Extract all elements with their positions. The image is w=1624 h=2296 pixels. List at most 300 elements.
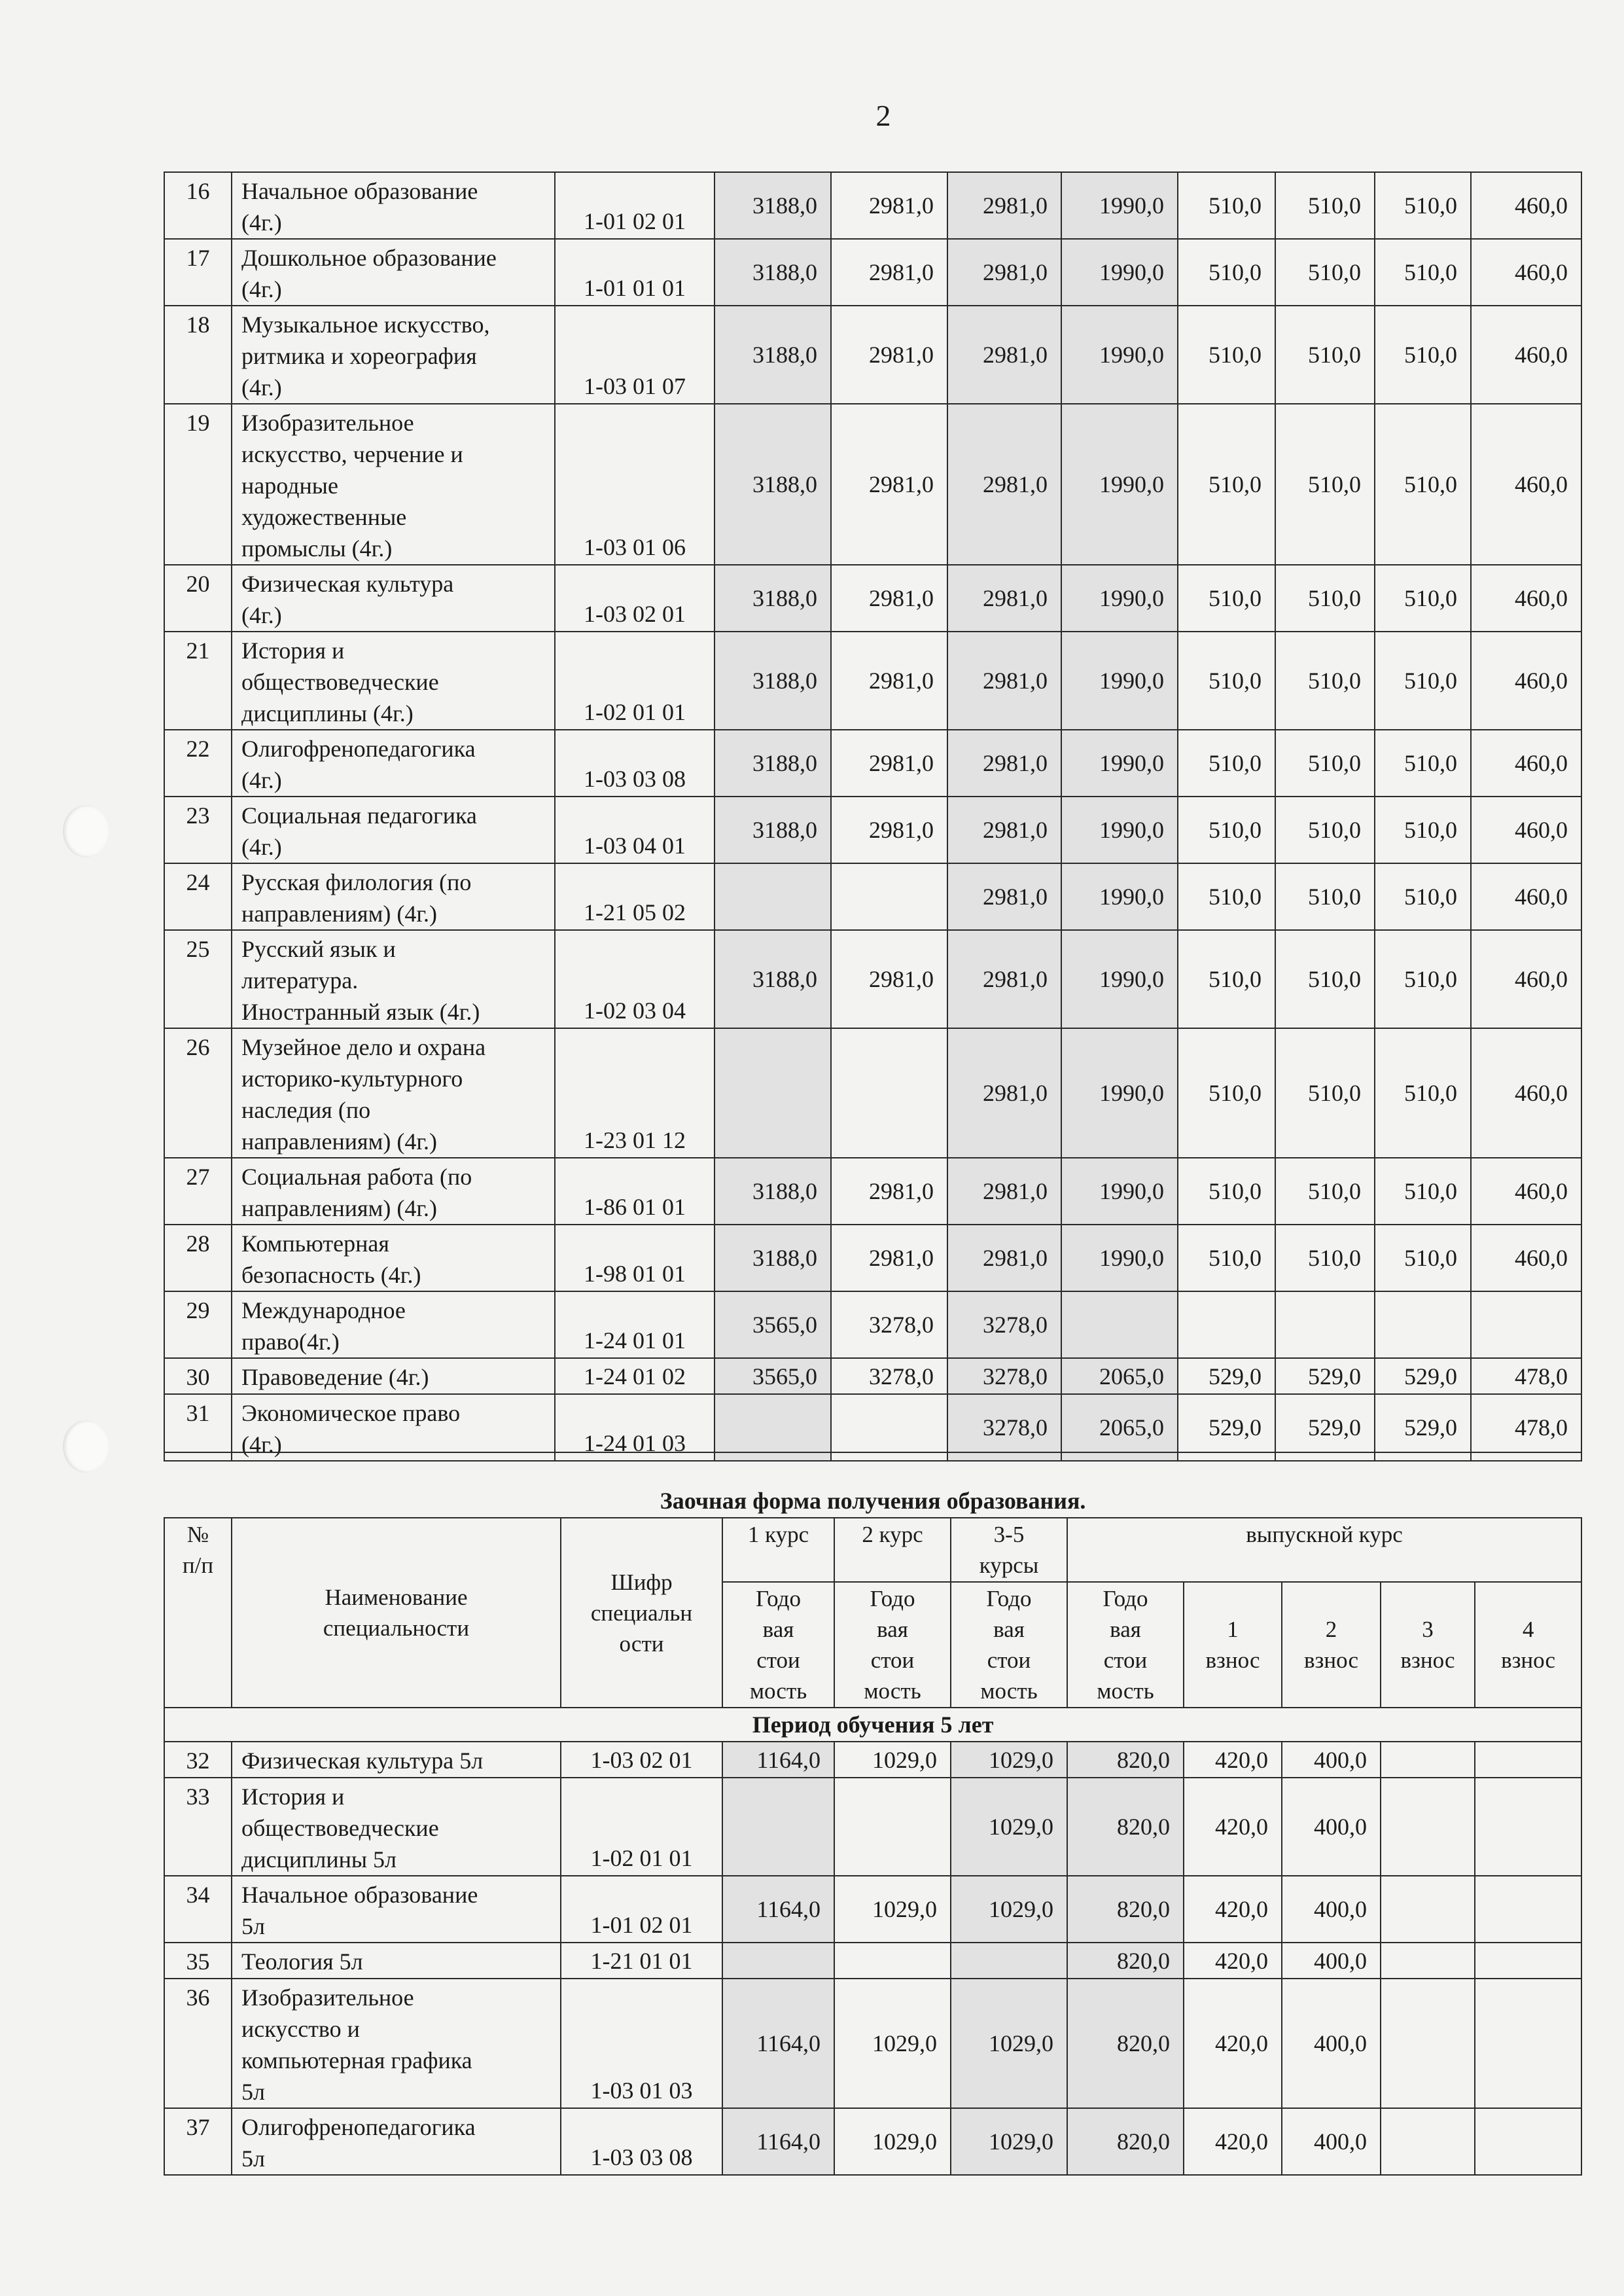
- tuition-value: 510,0: [1275, 404, 1375, 565]
- specialty-name-line: безопасность (4г.): [241, 1262, 421, 1288]
- specialty-code: 1-03 03 08: [555, 730, 715, 797]
- tuition-value: 1990,0: [1061, 404, 1178, 565]
- specialty-name-line: Дошкольное образование: [241, 245, 497, 271]
- specialty-name: [232, 1742, 561, 1778]
- row-number: 37: [164, 2108, 232, 2175]
- tuition-value: 1990,0: [1061, 797, 1178, 863]
- tuition-value: 510,0: [1375, 863, 1471, 930]
- specialty-name-line: ритмика и хореография: [241, 343, 477, 369]
- tuition-value: 400,0: [1282, 1742, 1381, 1778]
- table-row: [164, 404, 1581, 565]
- tuition-value: [1275, 1291, 1375, 1358]
- tuition-value: 510,0: [1275, 730, 1375, 797]
- tuition-value: 510,0: [1375, 239, 1471, 306]
- tuition-value: 1990,0: [1061, 632, 1178, 730]
- specialty-name: [232, 1394, 555, 1461]
- specialty-name-line: 5л: [241, 2079, 265, 2105]
- specialty-name-line: (4г.): [241, 834, 282, 860]
- header-annual-cost-line: вая: [877, 1617, 908, 1642]
- header-annual-cost-line: Годо: [1103, 1586, 1148, 1611]
- table-row: [164, 172, 1581, 239]
- tuition-value: 529,0: [1178, 1358, 1275, 1394]
- header-annual-cost: [1067, 1582, 1184, 1708]
- tuition-value: 820,0: [1067, 1742, 1184, 1778]
- specialty-name-line: Музыкальное искусство,: [241, 312, 490, 338]
- tuition-value: [831, 1394, 947, 1461]
- tuition-value: 420,0: [1184, 2108, 1282, 2175]
- header-annual-cost-line: мость: [1097, 1678, 1154, 1704]
- tuition-value: 510,0: [1275, 930, 1375, 1028]
- tuition-value: 460,0: [1471, 404, 1581, 565]
- tuition-value: 1029,0: [951, 2108, 1067, 2175]
- table-row: [164, 797, 1581, 863]
- specialty-name-line: Физическая культура 5л: [241, 1748, 484, 1774]
- tuition-value: 420,0: [1184, 1876, 1282, 1943]
- tuition-value: 3188,0: [715, 632, 831, 730]
- tuition-value: 1164,0: [722, 1876, 834, 1943]
- table-row: [164, 306, 1581, 404]
- row-number: 27: [164, 1158, 232, 1225]
- tuition-value: 1990,0: [1061, 930, 1178, 1028]
- tuition-value: 2981,0: [947, 404, 1061, 565]
- tuition-value: 478,0: [1471, 1394, 1581, 1461]
- specialty-name-line: дисциплины 5л: [241, 1846, 397, 1873]
- tuition-value: [715, 863, 831, 930]
- specialty-name-line: Компьютерная: [241, 1230, 389, 1257]
- row-number: 29: [164, 1291, 232, 1358]
- tuition-value: 2981,0: [831, 1225, 947, 1291]
- tuition-value: [1061, 1291, 1178, 1358]
- header-annual-cost-line: Годо: [986, 1586, 1032, 1611]
- specialty-name-line: Начальное образование: [241, 178, 478, 204]
- tuition-value: 1029,0: [834, 1979, 951, 2108]
- specialty-name-line: (4г.): [241, 374, 282, 401]
- header-annual-cost-line: стои: [756, 1647, 800, 1673]
- header-installment-line: взнос: [1205, 1647, 1260, 1673]
- tuition-value: 510,0: [1375, 172, 1471, 239]
- specialty-code: 1-01 02 01: [555, 172, 715, 239]
- header-annual-cost-line: вая: [1110, 1617, 1141, 1642]
- tuition-value: 2981,0: [947, 797, 1061, 863]
- tuition-value: 3188,0: [715, 404, 831, 565]
- tuition-value: [1475, 1943, 1581, 1979]
- table-row: [164, 863, 1581, 930]
- tuition-value: 2981,0: [947, 930, 1061, 1028]
- tuition-value: 510,0: [1178, 730, 1275, 797]
- tuition-value: [715, 1394, 831, 1461]
- tuition-value: 510,0: [1178, 863, 1275, 930]
- specialty-code: 1-01 01 01: [555, 239, 715, 306]
- tuition-value: 510,0: [1178, 632, 1275, 730]
- specialty-code: 1-24 01 01: [555, 1291, 715, 1358]
- specialty-code: 1-21 05 02: [555, 863, 715, 930]
- table-row: [164, 1291, 1581, 1358]
- header-annual-cost-line: стои: [987, 1647, 1031, 1673]
- tuition-value: 1029,0: [834, 1876, 951, 1943]
- punch-hole-bottom: [63, 1420, 109, 1473]
- header-course-1: 1 курс: [722, 1518, 834, 1582]
- punch-hole-top: [63, 805, 109, 857]
- tuition-value: 529,0: [1275, 1394, 1375, 1461]
- tuition-value: 1029,0: [951, 1876, 1067, 1943]
- tuition-value: 510,0: [1375, 1028, 1471, 1158]
- specialty-name-line: направлениям) (4г.): [241, 1195, 438, 1221]
- specialty-name: [232, 1876, 561, 1943]
- tuition-value: 420,0: [1184, 1943, 1282, 1979]
- tuition-value: 460,0: [1471, 1028, 1581, 1158]
- tuition-value: 2981,0: [947, 306, 1061, 404]
- tuition-value: 400,0: [1282, 1876, 1381, 1943]
- tuition-value: 400,0: [1282, 1979, 1381, 2108]
- specialty-name-line: наследия (по: [241, 1097, 371, 1123]
- tuition-value: 510,0: [1178, 930, 1275, 1028]
- tuition-value: 2065,0: [1061, 1394, 1178, 1461]
- specialty-code: 1-03 02 01: [561, 1742, 722, 1778]
- row-number: 22: [164, 730, 232, 797]
- specialty-name-line: Международное: [241, 1297, 406, 1323]
- tuition-value: 2981,0: [831, 306, 947, 404]
- tuition-value: 510,0: [1178, 1028, 1275, 1158]
- specialty-name: [232, 930, 555, 1028]
- header-installment-4: [1475, 1582, 1581, 1708]
- tuition-value: 400,0: [1282, 1943, 1381, 1979]
- tuition-value: 2981,0: [831, 730, 947, 797]
- tuition-value: 3188,0: [715, 565, 831, 632]
- tuition-value: 510,0: [1178, 404, 1275, 565]
- specialty-name-line: Изобразительное: [241, 1984, 414, 2011]
- extramural-tuition-table: [164, 1452, 1582, 2176]
- tuition-value: 1990,0: [1061, 172, 1178, 239]
- specialty-name: [232, 1028, 555, 1158]
- tuition-value: 820,0: [1067, 1778, 1184, 1876]
- specialty-name: [232, 404, 555, 565]
- table-row: [164, 565, 1581, 632]
- specialty-code: 1-03 04 01: [555, 797, 715, 863]
- tuition-value: [831, 1028, 947, 1158]
- period-label: Период обучения 5 лет: [164, 1708, 1581, 1742]
- tuition-value: [1475, 1979, 1581, 2108]
- specialty-name: [232, 306, 555, 404]
- tuition-value: 510,0: [1375, 306, 1471, 404]
- specialty-code: 1-03 02 01: [555, 565, 715, 632]
- tuition-value: [1178, 1291, 1275, 1358]
- tuition-value: 529,0: [1375, 1394, 1471, 1461]
- specialty-name-line: Олигофренопедагогика: [241, 736, 476, 762]
- specialty-name: [232, 1979, 561, 2108]
- tuition-value: 420,0: [1184, 1742, 1282, 1778]
- tuition-value: 2981,0: [947, 632, 1061, 730]
- tuition-value: 529,0: [1178, 1394, 1275, 1461]
- tuition-value: 460,0: [1471, 565, 1581, 632]
- header-annual-cost-line: стои: [870, 1647, 915, 1673]
- row-number: 19: [164, 404, 232, 565]
- row-number: 31: [164, 1394, 232, 1461]
- specialty-name-line: (4г.): [241, 276, 282, 302]
- tuition-value: 3278,0: [947, 1358, 1061, 1394]
- specialty-code: 1-98 01 01: [555, 1225, 715, 1291]
- tuition-value: 3188,0: [715, 930, 831, 1028]
- specialty-name-line: Изобразительное: [241, 410, 414, 436]
- specialty-code: 1-23 01 12: [555, 1028, 715, 1158]
- header-course-2: 2 курс: [834, 1518, 951, 1582]
- tuition-value: 2981,0: [831, 565, 947, 632]
- header-installment-line: 1: [1227, 1617, 1239, 1642]
- tuition-value: 1029,0: [834, 2108, 951, 2175]
- specialty-name-line: обществоведческие: [241, 1815, 439, 1841]
- tuition-value: [1475, 1778, 1581, 1876]
- table-row: [164, 1358, 1581, 1394]
- tuition-value: 2981,0: [947, 863, 1061, 930]
- tuition-value: 529,0: [1275, 1358, 1375, 1394]
- specialty-name: [232, 172, 555, 239]
- tuition-value: [951, 1943, 1067, 1979]
- header-annual-cost-line: мость: [980, 1678, 1038, 1704]
- tuition-value: 3188,0: [715, 306, 831, 404]
- tuition-value: 2981,0: [831, 239, 947, 306]
- specialty-name-line: Правоведение (4г.): [241, 1364, 429, 1390]
- header-installment-1: [1184, 1582, 1282, 1708]
- tuition-value: [834, 1943, 951, 1979]
- tuition-value: 2981,0: [947, 1158, 1061, 1225]
- row-number: 35: [164, 1943, 232, 1979]
- tuition-value: 510,0: [1275, 306, 1375, 404]
- tuition-value: 1029,0: [951, 1742, 1067, 1778]
- header-annual-cost: [951, 1582, 1067, 1708]
- row-number: 17: [164, 239, 232, 306]
- tuition-value: 3278,0: [831, 1291, 947, 1358]
- tuition-value: 420,0: [1184, 1778, 1282, 1876]
- tuition-value: 2981,0: [947, 1225, 1061, 1291]
- tuition-value: 3188,0: [715, 730, 831, 797]
- row-number: 25: [164, 930, 232, 1028]
- tuition-value: 510,0: [1275, 239, 1375, 306]
- tuition-value: 510,0: [1375, 404, 1471, 565]
- tuition-value: [834, 1778, 951, 1876]
- tuition-value: 460,0: [1471, 863, 1581, 930]
- specialty-name-line: художественные: [241, 504, 407, 530]
- tuition-value: 460,0: [1471, 172, 1581, 239]
- tuition-value: 510,0: [1178, 172, 1275, 239]
- tuition-value: 510,0: [1275, 797, 1375, 863]
- specialty-code: 1-21 01 01: [561, 1943, 722, 1979]
- specialty-name-line: Социальная педагогика: [241, 802, 477, 829]
- tuition-value: 2981,0: [947, 730, 1061, 797]
- specialty-name-line: 5л: [241, 1913, 265, 1939]
- header-annual-cost-line: мость: [749, 1678, 807, 1704]
- tuition-value: [1475, 1876, 1581, 1943]
- row-number: 16: [164, 172, 232, 239]
- tuition-value: [1475, 2108, 1581, 2175]
- tuition-value: 3188,0: [715, 1158, 831, 1225]
- tuition-value: 510,0: [1275, 1028, 1375, 1158]
- header-specialty-code: Шифр специальн ости: [561, 1518, 722, 1708]
- tuition-value: [1381, 1979, 1475, 2108]
- tuition-value: 1164,0: [722, 1979, 834, 2108]
- tuition-value: 820,0: [1067, 1943, 1184, 1979]
- tuition-value: 460,0: [1471, 1225, 1581, 1291]
- tuition-value: [1475, 1742, 1581, 1778]
- specialty-name-line: Русская филология (по: [241, 869, 472, 895]
- tuition-value: 2981,0: [831, 797, 947, 863]
- table-row: [164, 1158, 1581, 1225]
- tuition-value: 3565,0: [715, 1358, 831, 1394]
- tuition-value: 820,0: [1067, 1876, 1184, 1943]
- tuition-value: 1164,0: [722, 2108, 834, 2175]
- tuition-value: 460,0: [1471, 239, 1581, 306]
- header-annual-cost-line: вая: [993, 1617, 1025, 1642]
- specialty-name-line: промыслы (4г.): [241, 535, 393, 562]
- specialty-code: 1-03 01 03: [561, 1979, 722, 2108]
- tuition-value: 3278,0: [947, 1291, 1061, 1358]
- specialty-code: 1-03 01 07: [555, 306, 715, 404]
- specialty-name-line: дисциплины (4г.): [241, 700, 414, 726]
- specialty-code: 1-24 01 03: [555, 1394, 715, 1461]
- tuition-value: [1381, 1876, 1475, 1943]
- extramural-title: Заочная форма получения образования.: [164, 1452, 1581, 1518]
- tuition-value: 1990,0: [1061, 565, 1178, 632]
- header-installment-line: взнос: [1501, 1647, 1556, 1673]
- tuition-value: 2981,0: [947, 565, 1061, 632]
- tuition-value: [1375, 1291, 1471, 1358]
- specialty-name: [232, 730, 555, 797]
- tuition-value: 510,0: [1375, 1225, 1471, 1291]
- specialty-name-line: (4г.): [241, 209, 282, 236]
- tuition-value: 1990,0: [1061, 863, 1178, 930]
- row-number: 34: [164, 1876, 232, 1943]
- tuition-value: 2065,0: [1061, 1358, 1178, 1394]
- row-number: 21: [164, 632, 232, 730]
- tuition-value: 510,0: [1275, 863, 1375, 930]
- tuition-value: 510,0: [1178, 239, 1275, 306]
- specialty-code: 1-24 01 02: [555, 1358, 715, 1394]
- specialty-code: 1-03 03 08: [561, 2108, 722, 2175]
- row-number: 28: [164, 1225, 232, 1291]
- specialty-name-line: историко-культурного: [241, 1066, 463, 1092]
- tuition-value: [722, 1778, 834, 1876]
- tuition-value: [1381, 1943, 1475, 1979]
- tuition-value: 2981,0: [831, 930, 947, 1028]
- tuition-value: 1990,0: [1061, 1158, 1178, 1225]
- tuition-value: 460,0: [1471, 306, 1581, 404]
- table-row: [164, 930, 1581, 1028]
- specialty-code: 1-86 01 01: [555, 1158, 715, 1225]
- tuition-value: 3278,0: [831, 1358, 947, 1394]
- specialty-name-line: компьютерная графика: [241, 2047, 472, 2073]
- specialty-name-line: История и: [241, 637, 345, 664]
- row-number: 20: [164, 565, 232, 632]
- header-installment-line: 3: [1422, 1617, 1434, 1642]
- header-num: № п/п: [164, 1518, 232, 1708]
- specialty-name: [232, 797, 555, 863]
- specialty-name-line: (4г.): [241, 1431, 282, 1458]
- header-installment-line: 2: [1325, 1617, 1337, 1642]
- tuition-value: 3188,0: [715, 172, 831, 239]
- full-time-tuition-table: [164, 171, 1582, 1462]
- tuition-value: 460,0: [1471, 797, 1581, 863]
- specialty-name-line: искусство и: [241, 2016, 360, 2042]
- tuition-value: 510,0: [1275, 565, 1375, 632]
- specialty-name: [232, 1158, 555, 1225]
- table-row: [164, 239, 1581, 306]
- specialty-name-line: 5л: [241, 2145, 265, 2172]
- specialty-name-line: направлениям) (4г.): [241, 901, 438, 927]
- tuition-value: 510,0: [1375, 797, 1471, 863]
- tuition-value: 1990,0: [1061, 1225, 1178, 1291]
- table-row: [164, 1778, 1581, 1876]
- tuition-value: 478,0: [1471, 1358, 1581, 1394]
- specialty-code: 1-01 02 01: [561, 1876, 722, 1943]
- tuition-value: 3278,0: [947, 1394, 1061, 1461]
- table-row: [164, 730, 1581, 797]
- tuition-value: 1029,0: [951, 1778, 1067, 1876]
- tuition-value: 2981,0: [947, 239, 1061, 306]
- table-row: [164, 1742, 1581, 1778]
- tuition-value: 2981,0: [831, 404, 947, 565]
- specialty-name: [232, 1225, 555, 1291]
- tuition-value: 510,0: [1375, 1158, 1471, 1225]
- specialty-name: [232, 565, 555, 632]
- tuition-value: 529,0: [1375, 1358, 1471, 1394]
- specialty-name-line: Физическая культура: [241, 571, 454, 597]
- specialty-name-line: Экономическое право: [241, 1400, 461, 1426]
- specialty-code: 1-02 01 01: [555, 632, 715, 730]
- tuition-value: 2981,0: [947, 172, 1061, 239]
- row-number: 26: [164, 1028, 232, 1158]
- tuition-value: 510,0: [1178, 797, 1275, 863]
- tuition-value: 400,0: [1282, 2108, 1381, 2175]
- specialty-name: [232, 863, 555, 930]
- tuition-value: 420,0: [1184, 1979, 1282, 2108]
- specialty-code: 1-02 01 01: [561, 1778, 722, 1876]
- tuition-value: [1381, 1778, 1475, 1876]
- tuition-value: 510,0: [1178, 1225, 1275, 1291]
- table-row: [164, 1028, 1581, 1158]
- specialty-name-line: Теология 5л: [241, 1948, 363, 1975]
- specialty-name-line: право(4г.): [241, 1329, 340, 1355]
- specialty-name-line: (4г.): [241, 767, 282, 793]
- specialty-name-line: искусство, черчение и: [241, 441, 463, 467]
- specialty-code: 1-03 01 06: [555, 404, 715, 565]
- specialty-name: [232, 1778, 561, 1876]
- table-row: [164, 2108, 1581, 2175]
- page-number: 2: [875, 99, 891, 132]
- tuition-value: 3188,0: [715, 797, 831, 863]
- header-annual-cost-line: стои: [1103, 1647, 1148, 1673]
- header-annual-cost: [834, 1582, 951, 1708]
- specialty-name-line: История и: [241, 1784, 345, 1810]
- tuition-value: 510,0: [1275, 172, 1375, 239]
- tuition-value: 510,0: [1375, 632, 1471, 730]
- tuition-value: [1381, 2108, 1475, 2175]
- table-row: [164, 1943, 1581, 1979]
- tuition-value: 2981,0: [831, 1158, 947, 1225]
- row-number: 18: [164, 306, 232, 404]
- tuition-value: 460,0: [1471, 1158, 1581, 1225]
- tuition-value: 1990,0: [1061, 306, 1178, 404]
- specialty-name-line: Олигофренопедагогика: [241, 2114, 476, 2140]
- header-installment-line: взнос: [1400, 1647, 1455, 1673]
- header-annual-cost: [722, 1582, 834, 1708]
- specialty-name-line: обществоведческие: [241, 669, 439, 695]
- tuition-value: 2981,0: [947, 1028, 1061, 1158]
- header-annual-cost-line: мость: [864, 1678, 921, 1704]
- tuition-value: 1990,0: [1061, 730, 1178, 797]
- specialty-name-line: Начальное образование: [241, 1882, 478, 1908]
- header-course-3-5: 3-5 курсы: [951, 1518, 1067, 1582]
- tuition-value: [1381, 1742, 1475, 1778]
- table-row: [164, 1979, 1581, 2108]
- tuition-value: 400,0: [1282, 1778, 1381, 1876]
